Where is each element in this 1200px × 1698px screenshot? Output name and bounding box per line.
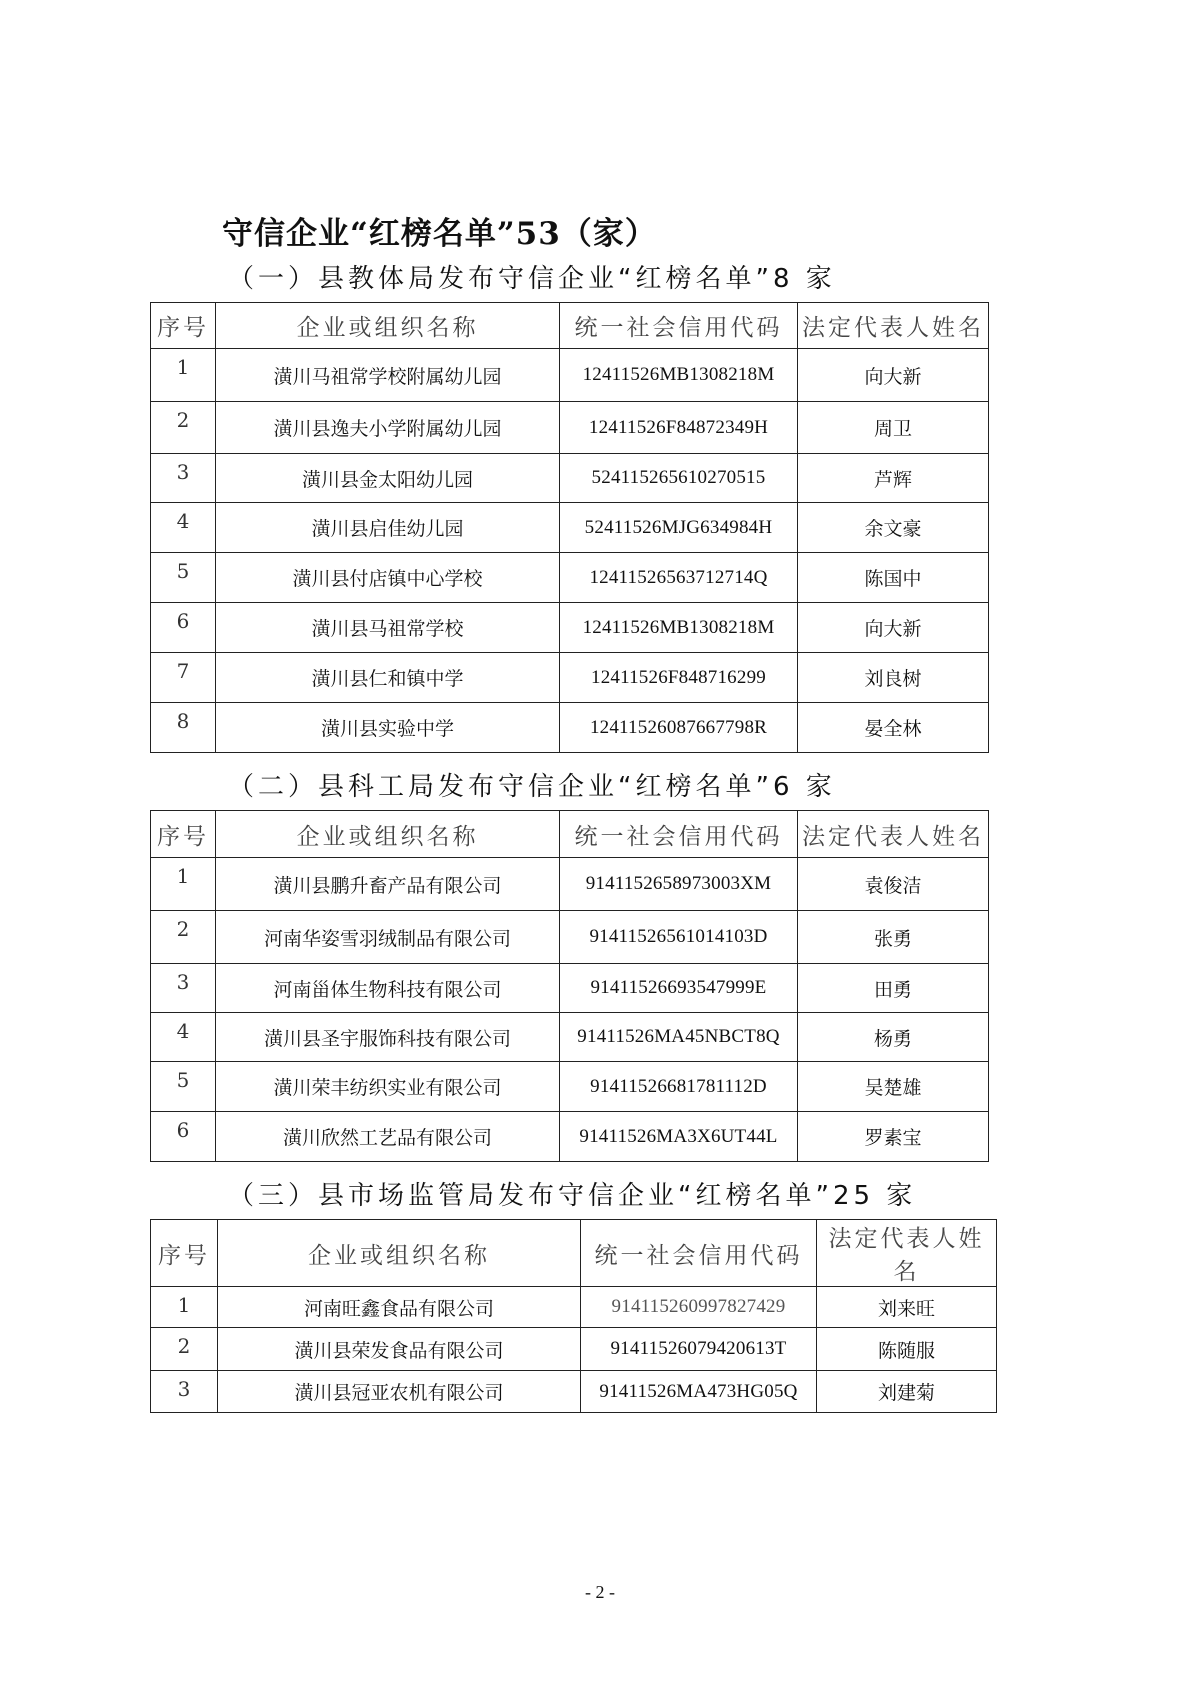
row-name: 潢川荣丰纺织实业有限公司 — [216, 1062, 560, 1112]
table-row — [151, 858, 989, 911]
row-index: 2 — [151, 1328, 218, 1371]
table-row — [151, 503, 989, 553]
row-name: 潢川县荣发食品有限公司 — [218, 1328, 581, 1371]
row-index: 1 — [151, 349, 216, 402]
row-index: 4 — [151, 1013, 216, 1062]
table-section-1 — [150, 302, 989, 753]
table-row — [151, 1013, 989, 1062]
row-name: 河南旺鑫食品有限公司 — [218, 1287, 581, 1328]
header-index: 序号 — [151, 811, 216, 858]
row-index: 3 — [151, 964, 216, 1013]
table-row — [151, 402, 989, 454]
section-title-1: （一）县教体局发布守信企业“红榜名单”8 家 — [228, 264, 836, 294]
row-rep: 袁俊洁 — [798, 858, 989, 911]
row-name: 潢川县仁和镇中学 — [216, 653, 560, 703]
row-index: 1 — [151, 1287, 218, 1328]
row-index: 3 — [151, 1371, 218, 1413]
row-rep: 向大新 — [798, 603, 989, 653]
table-header-row — [151, 303, 989, 349]
row-code: 91411526681781112D — [560, 1062, 798, 1112]
row-rep: 张勇 — [798, 911, 989, 964]
table-row — [151, 964, 989, 1013]
row-code: 91411526079420613T — [581, 1328, 817, 1371]
header-rep: 法定代表人姓名 — [817, 1220, 997, 1287]
row-code: 12411526MB1308218M — [560, 349, 798, 402]
row-code: 914115260997827429 — [581, 1287, 817, 1328]
row-rep: 陈随服 — [817, 1328, 997, 1371]
row-rep: 晏全林 — [798, 703, 989, 753]
row-name: 潢川县逸夫小学附属幼儿园 — [216, 402, 560, 454]
row-code: 91411526MA3X6UT44L — [560, 1112, 798, 1162]
table-row — [151, 454, 989, 503]
row-rep: 刘来旺 — [817, 1287, 997, 1328]
header-code: 统一社会信用代码 — [560, 811, 798, 858]
row-name: 潢川县付店镇中心学校 — [216, 553, 560, 603]
table-row — [151, 1371, 997, 1413]
section-title-2: （二）县科工局发布守信企业“红榜名单”6 家 — [228, 772, 836, 802]
table-row — [151, 1287, 997, 1328]
row-index: 8 — [151, 703, 216, 753]
row-rep: 刘良树 — [798, 653, 989, 703]
row-code: 91411526MA45NBCT8Q — [560, 1013, 798, 1062]
table-row — [151, 603, 989, 653]
row-code: 12411526F848716299 — [560, 653, 798, 703]
row-rep: 余文豪 — [798, 503, 989, 553]
table-row — [151, 1328, 997, 1371]
row-code: 91411526693547999E — [560, 964, 798, 1013]
header-rep: 法定代表人姓名 — [798, 811, 989, 858]
row-name: 潢川欣然工艺品有限公司 — [216, 1112, 560, 1162]
row-name: 潢川县圣宇服饰科技有限公司 — [216, 1013, 560, 1062]
header-name: 企业或组织名称 — [218, 1220, 581, 1287]
row-code: 524115265610270515 — [560, 454, 798, 503]
row-rep: 刘建菊 — [817, 1371, 997, 1413]
row-index: 6 — [151, 603, 216, 653]
row-code: 12411526F84872349H — [560, 402, 798, 454]
row-index: 5 — [151, 1062, 216, 1112]
section-title-3: （三）县市场监管局发布守信企业“红榜名单”25 家 — [228, 1181, 917, 1211]
header-index: 序号 — [151, 1220, 218, 1287]
row-code: 91411526561014103D — [560, 911, 798, 964]
row-rep: 田勇 — [798, 964, 989, 1013]
table-row — [151, 653, 989, 703]
table-header-row — [151, 1220, 997, 1287]
header-name: 企业或组织名称 — [216, 303, 560, 349]
row-index: 2 — [151, 402, 216, 454]
row-code: 1241152608766779​8R — [560, 703, 798, 753]
table-row — [151, 1062, 989, 1112]
row-index: 5 — [151, 553, 216, 603]
row-rep: 芦辉 — [798, 454, 989, 503]
row-code: 9141152658973003XM — [560, 858, 798, 911]
page-number: - 2 - — [585, 1582, 615, 1602]
header-code: 统一社会信用代码 — [560, 303, 798, 349]
row-index: 3 — [151, 454, 216, 503]
header-index: 序号 — [151, 303, 216, 349]
row-rep: 杨勇 — [798, 1013, 989, 1062]
row-name: 潢川县鹏升畜产品有限公司 — [216, 858, 560, 911]
row-rep: 罗素宝 — [798, 1112, 989, 1162]
row-name: 潢川县冠亚农机有限公司 — [218, 1371, 581, 1413]
row-code: 12411526MB1308218M — [560, 603, 798, 653]
row-code: 91411526MA473HG05Q — [581, 1371, 817, 1413]
table-row — [151, 553, 989, 603]
table-row — [151, 911, 989, 964]
table-section-2 — [150, 810, 989, 1162]
row-name: 潢川县实验中学 — [216, 703, 560, 753]
row-index: 4 — [151, 503, 216, 553]
page-title: 守信企业“红榜名单”53（家） — [222, 216, 657, 252]
row-name: 潢川县启佳幼儿园 — [216, 503, 560, 553]
row-name: 河南华姿雪羽绒制品有限公司 — [216, 911, 560, 964]
row-code: 52411526MJG634984H — [560, 503, 798, 553]
row-name: 河南甾体生物科技有限公司 — [216, 964, 560, 1013]
table-section-3 — [150, 1219, 997, 1413]
row-code: 12411526563712714Q — [560, 553, 798, 603]
header-name: 企业或组织名称 — [216, 811, 560, 858]
table-row — [151, 349, 989, 402]
header-code: 统一社会信用代码 — [581, 1220, 817, 1287]
row-index: 7 — [151, 653, 216, 703]
row-rep: 陈国中 — [798, 553, 989, 603]
row-index: 2 — [151, 911, 216, 964]
row-name: 潢川县金太阳幼儿园 — [216, 454, 560, 503]
row-rep: 吴楚雄 — [798, 1062, 989, 1112]
row-index: 6 — [151, 1112, 216, 1162]
table-row — [151, 1112, 989, 1162]
row-index: 1 — [151, 858, 216, 911]
table-header-row — [151, 811, 989, 858]
row-name: 潢川县马祖常学校 — [216, 603, 560, 653]
row-name: 潢川马祖常学校附属幼儿园 — [216, 349, 560, 402]
row-rep: 周卫 — [798, 402, 989, 454]
table-row — [151, 703, 989, 753]
header-rep: 法定代表人姓名 — [798, 303, 989, 349]
row-rep: 向大新 — [798, 349, 989, 402]
